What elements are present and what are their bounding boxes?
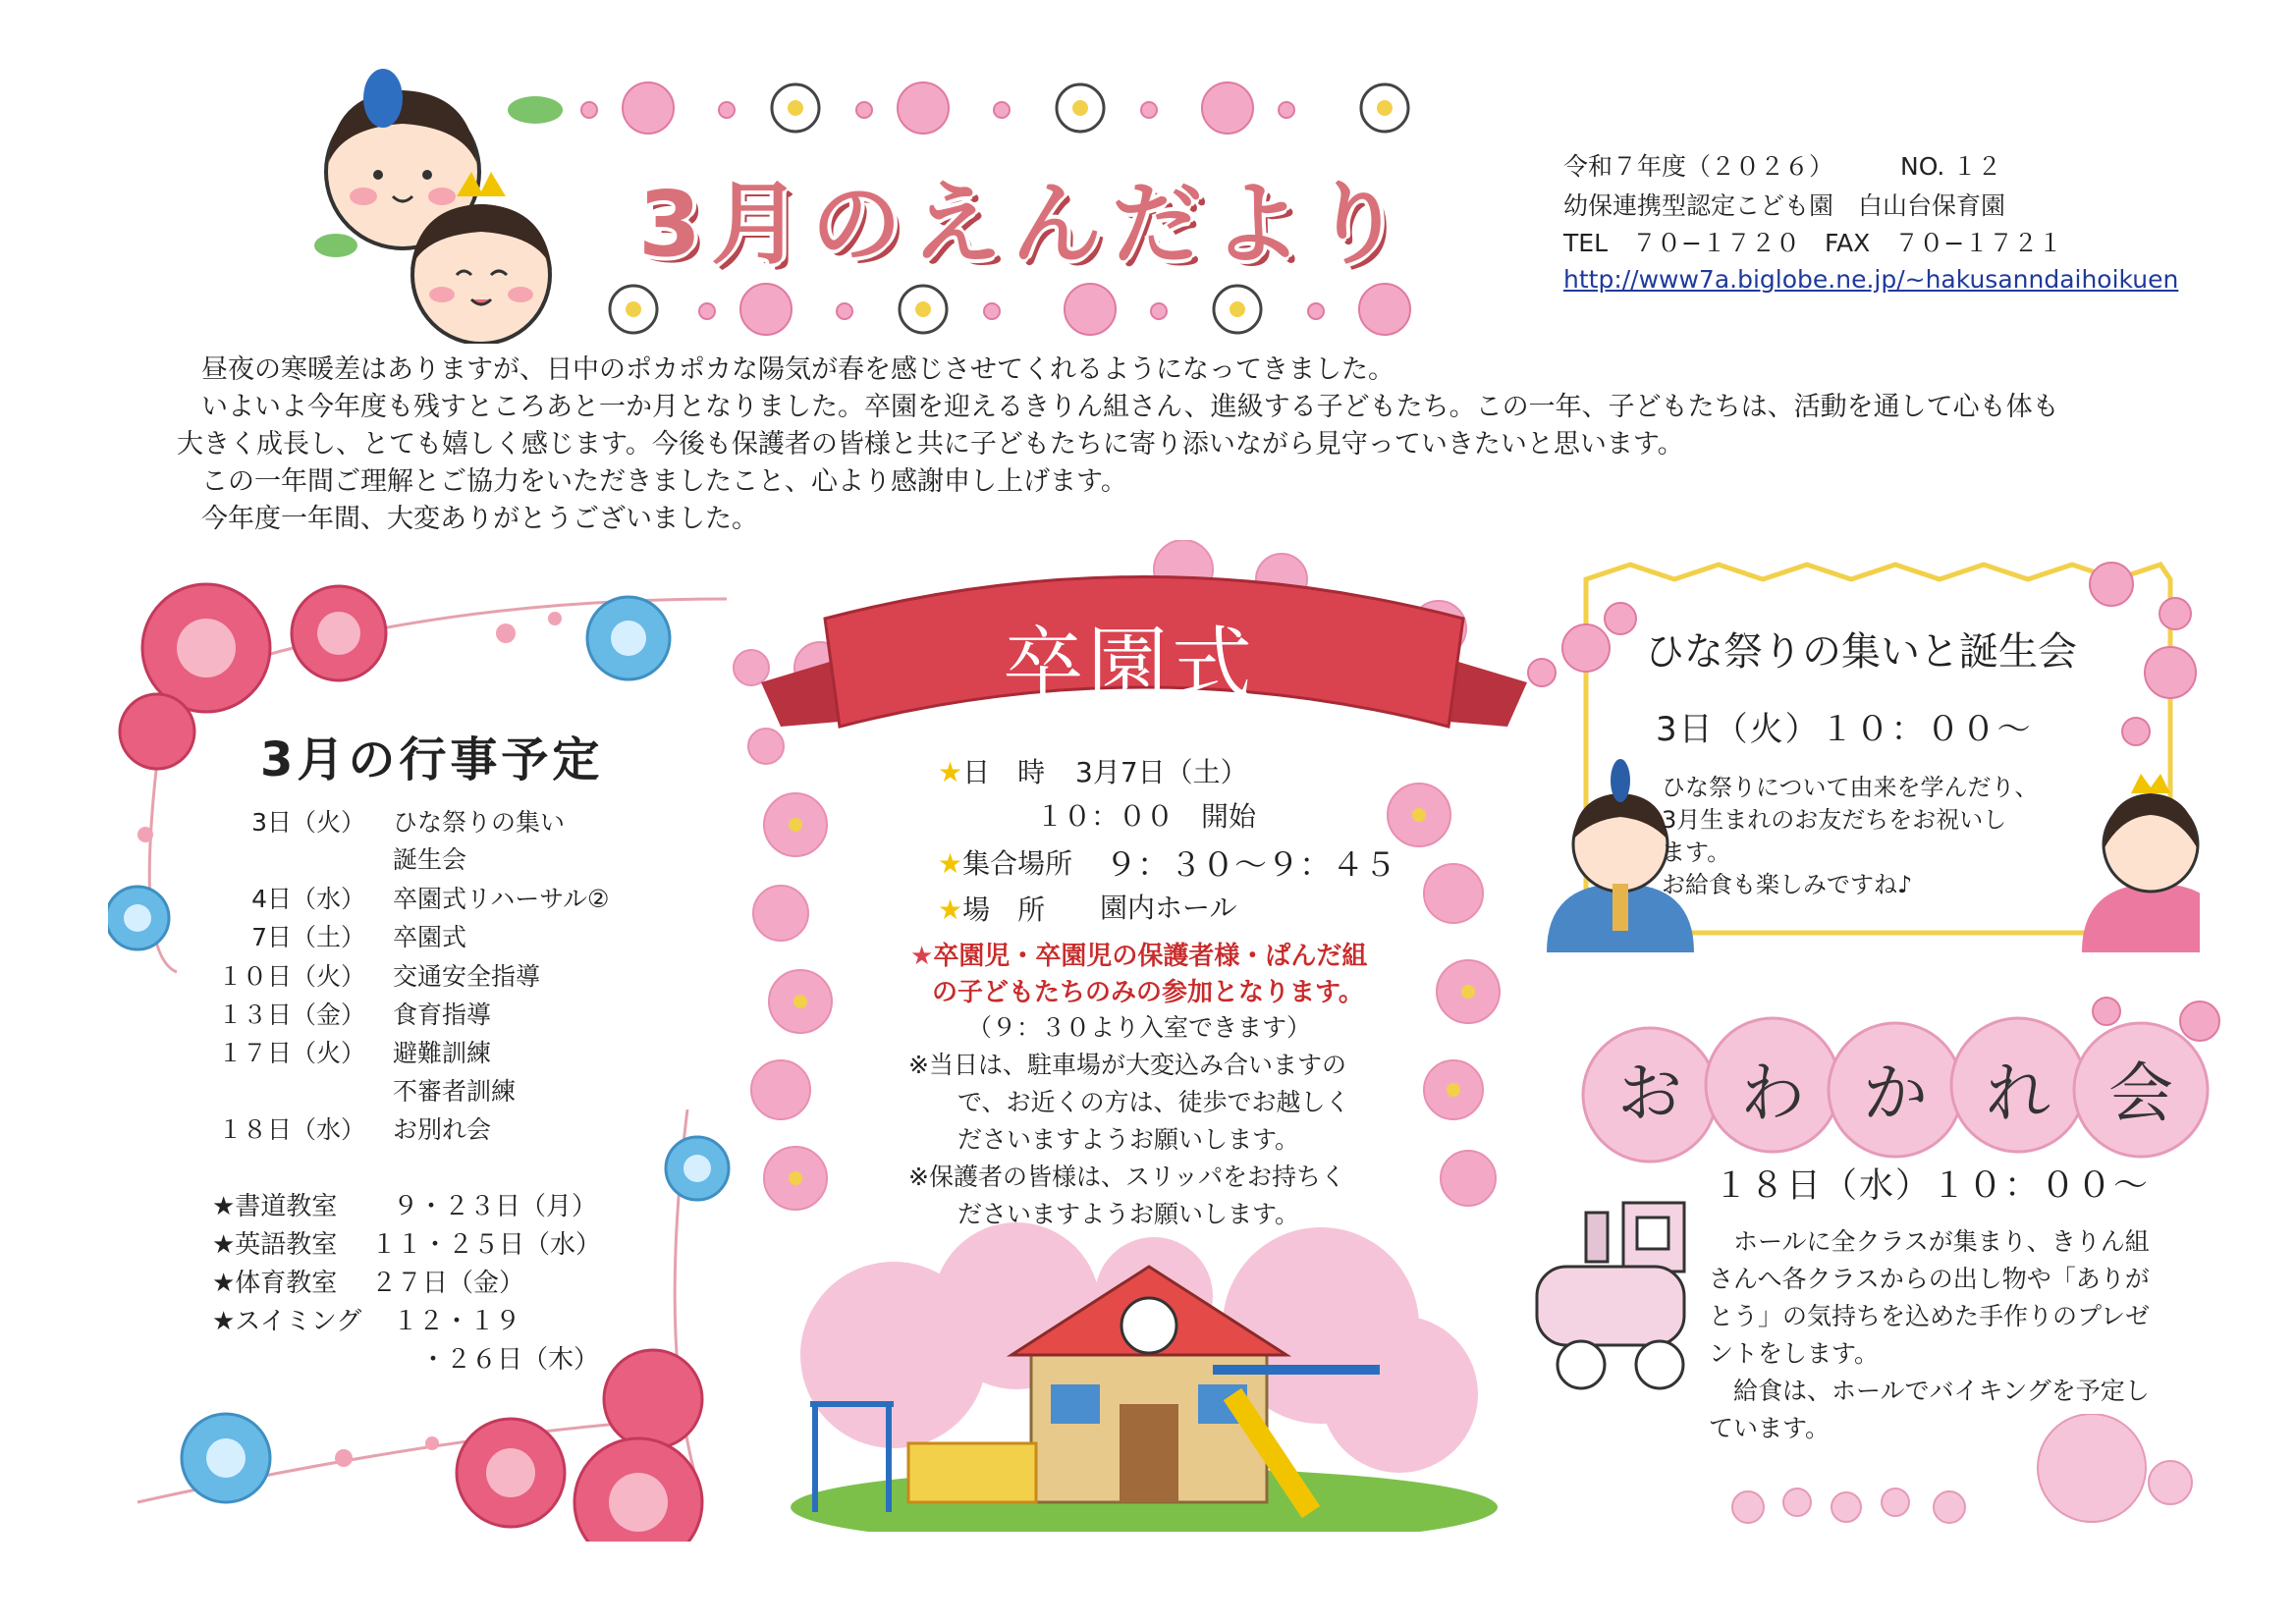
star-icon: ★ xyxy=(910,942,934,971)
farewell-title: お わ か れ 会 xyxy=(1617,1056,2173,1131)
meet-label: 集合場所 xyxy=(962,847,1073,880)
star-icon: ★ xyxy=(938,893,963,926)
date-value: 3月7日（土） xyxy=(1075,756,1248,788)
slipper-note: ※保護者の皆様は、スリッパをお持ちく xyxy=(908,1163,1345,1191)
place-label: 場 所 xyxy=(962,893,1046,926)
ceremony-title: 卒園式 xyxy=(1002,619,1256,712)
hina-title: ひな祭りの集いと誕生会 xyxy=(1645,629,2077,675)
farewell-body-line: 給食は、ホールでバイキングを予定し xyxy=(1733,1377,2150,1405)
hina-body-line: 3月生まれのお友だちをお祝いし xyxy=(1662,806,2007,834)
website-link[interactable]: http://www7a.biglobe.ne.jp/~hakusanndaihoikuen xyxy=(1563,265,2179,294)
notice-line: 卒園児・卒園児の保護者様・ぱんだ組 xyxy=(933,942,1368,971)
parking-note: で、お近くの方は、徒歩でお越しく xyxy=(957,1088,1350,1116)
ceremony-details xyxy=(908,751,1449,1242)
entry-note: （９：３０より入室できます） xyxy=(967,1013,1312,1042)
train-icon xyxy=(1527,1173,1704,1399)
slipper-note: ださいますようお願いします。 xyxy=(957,1200,1300,1228)
issue-number: NO. １２ xyxy=(1900,152,2002,181)
star-icon: ★ xyxy=(938,847,963,880)
intro-line: いよいよ今年度も残すところあと一か月となりました。卒園を迎えるきりん組さん、進級する子どもたち。この一年、子どもたちは、活動を通して心も体も xyxy=(201,392,2059,422)
sakura-petals-icon xyxy=(1728,1414,2200,1542)
intro-line: 昼夜の寒暖差はありますが、日中のポカポカな陽気が春を感じさせてくれるようになってきました。 xyxy=(201,354,1394,385)
farewell-body-line: さんへ各クラスからの出し物や「ありが xyxy=(1709,1265,2150,1293)
parking-note: ださいますようお願いします。 xyxy=(957,1125,1300,1154)
ohina-doll-icon xyxy=(2082,774,2200,952)
start-time: １０：００ 開始 xyxy=(1036,800,1257,833)
meet-time: ９：３０〜９：４５ xyxy=(1105,845,1396,884)
place-value: 園内ホール xyxy=(1100,892,1237,924)
hina-time: 3日（火）１０：００〜 xyxy=(1656,710,2033,749)
hina-body-line: ひな祭りについて由来を学んだり、 xyxy=(1662,774,2039,801)
events-title: 3月の行事予定 xyxy=(260,732,604,787)
intro-line: 今年度一年間、大変ありがとうございました。 xyxy=(201,504,758,534)
date-label: 日 時 xyxy=(962,756,1046,788)
farewell-body-line: ントをします。 xyxy=(1709,1339,1880,1368)
organization-name: 幼保連携型認定こども園 白山台保育園 xyxy=(1563,191,2006,220)
tel-fax: TEL ７０−１７２０ FAX ７０−１７２１ xyxy=(1563,229,2063,257)
farewell-body-line: ホールに全クラスが集まり、きりん組 xyxy=(1733,1227,2150,1256)
hina-body-line: お給食も楽しみですね♪ xyxy=(1662,871,1913,898)
farewell-body-line: とう」の気持ちを込めた手作りのプレゼ xyxy=(1709,1302,2151,1330)
fiscal-year: 令和７年度（２０２６） xyxy=(1563,152,1834,181)
farewell-time: １８日（水）１０：００〜 xyxy=(1714,1166,2151,1206)
parking-note: ※当日は、駐車場が大変込み合いますの xyxy=(908,1051,1346,1079)
star-icon: ★ xyxy=(938,756,963,788)
farewell-body-line: ています。 xyxy=(1709,1414,1831,1442)
hina-body-line: ます。 xyxy=(1662,839,1731,866)
intro-line: この一年間ご理解とご協力をいただきましたこと、心より感謝申し上げます。 xyxy=(201,466,1127,497)
page-title: 3月のえんだより xyxy=(638,172,1413,277)
notice-line: の子どもたちのみの参加となります。 xyxy=(932,978,1364,1007)
intro-line: 大きく成長し、とても嬉しく感じます。今後も保護者の皆様と共に子どもたちに寄り添いながら見守っていきたいと思います。 xyxy=(177,429,1684,460)
